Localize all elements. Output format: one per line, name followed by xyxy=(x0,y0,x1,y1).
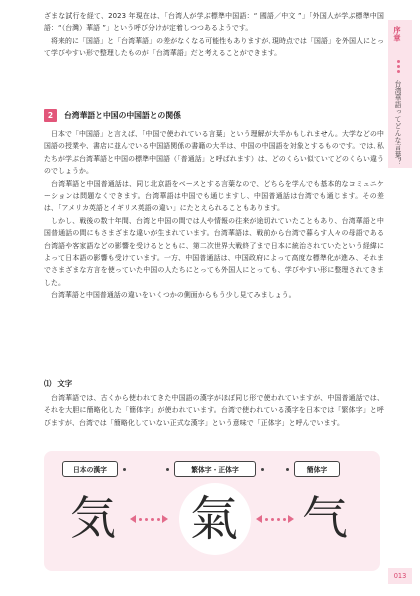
kanji-japanese: 気 xyxy=(70,491,116,545)
kanji-comparison-figure xyxy=(44,451,380,571)
paragraph: 日本で「中国語」と言えば、「中国で使われている言葉」という理解が大半かもしれません。大学などの中国語の授業や、書店に並んでいる中国語関係の書籍の大半は、中国の中国語を対象とするものです。では､私たちが学ぶ台湾華語と中国の標準中国語（「普通話」と呼ばれます）は、どのくらい似ていてどのくらい違うのでしょうか。 xyxy=(44,130,384,176)
kanji-simplified: 气 xyxy=(302,491,348,545)
paragraph: 将来的に「国語」と「台湾華語」の差がなくなる可能性もありますが､現時点では「国語」を外国人にとって学びやすい形で整理したものが「台湾華語」だと考えることができます。 xyxy=(44,36,384,58)
intro-text xyxy=(44,10,384,60)
kanji-traditional: 氣 xyxy=(190,491,239,547)
section-title: 台湾華語と中国の中国語との関係 xyxy=(64,110,181,120)
page-number: 013 xyxy=(388,568,412,584)
paragraph: 台湾華語では、古くから使われてきた中国語の漢字がほぼ同じ形で使われていますが、中国普通話では、それを大胆に簡略化した「簡体字」が使われています。台湾で使われている漢字を日本では「繁体字」と呼びますが、台湾では「簡略化していない正式な漢字」という意味で「正体字」と呼んでいます。 xyxy=(44,394,384,427)
subsection-title: 文字 xyxy=(57,379,73,388)
figure-label-traditional: 繁体字・正体字 xyxy=(174,461,256,477)
paragraph: 台湾華語と中国普通話の違いをいくつかの側面からもう少し見てみましょう。 xyxy=(51,291,296,300)
subsection-heading xyxy=(44,378,72,389)
figure-label-simplified: 簡体字 xyxy=(294,461,340,477)
tab-dots-decoration xyxy=(397,60,401,75)
double-arrow-icon xyxy=(256,514,294,524)
paragraph: ざまな試行を経て、2023 年現在は、「台湾人が学ぶ標準中国語：“ 國語／中文 ”」「外国人が学ぶ標準中国語：“（台灣）華語 ”」という呼び分けが定着しつつあるようです。 xyxy=(44,12,384,33)
section-body xyxy=(44,128,384,302)
chapter-title-vertical: 台湾華語ってどんな言葉？ xyxy=(393,80,401,166)
section-heading xyxy=(44,108,181,122)
paragraph: しかし、戦後の数十年間、台湾と中国の間では人や情報の往来が途切れていたこともあり、台湾華語と中国普通話の間にもさまざまな違いが生まれています。台湾華語は、戦前から台湾で暮らす人々の母語である台湾語や客家語などの影響を受けるとともに、第二次世界大戦終了まで日本に統治されていたという経緯によって日本語の影響も受けています。一方、中国普通話は、中国政府によって高度な標準化が進み、それまでさまざまな方言を使っていた中国の人たちにとっても外国人にとっても、学びやすい形に整理されてきました。 xyxy=(44,216,384,287)
subsection-body xyxy=(44,392,384,429)
section-number-badge: 2 xyxy=(44,109,57,122)
figure-label-japanese-kanji: 日本の漢字 xyxy=(62,461,118,477)
paragraph: 台湾華語と中国普通話は、同じ北京語をベースとする言葉なので、どちらを学んでも基本的なコミュニケーションは問題なくできます。台湾華語は中国でも通じますし、中国普通話は台湾でも通じます。その差は、「アメリカ英語とイギリス英語の違い」にたとえられることもあります。 xyxy=(44,179,384,213)
chapter-label: 序章 xyxy=(393,26,402,43)
double-arrow-icon xyxy=(130,514,168,524)
subsection-number: ⑴ xyxy=(44,379,52,388)
